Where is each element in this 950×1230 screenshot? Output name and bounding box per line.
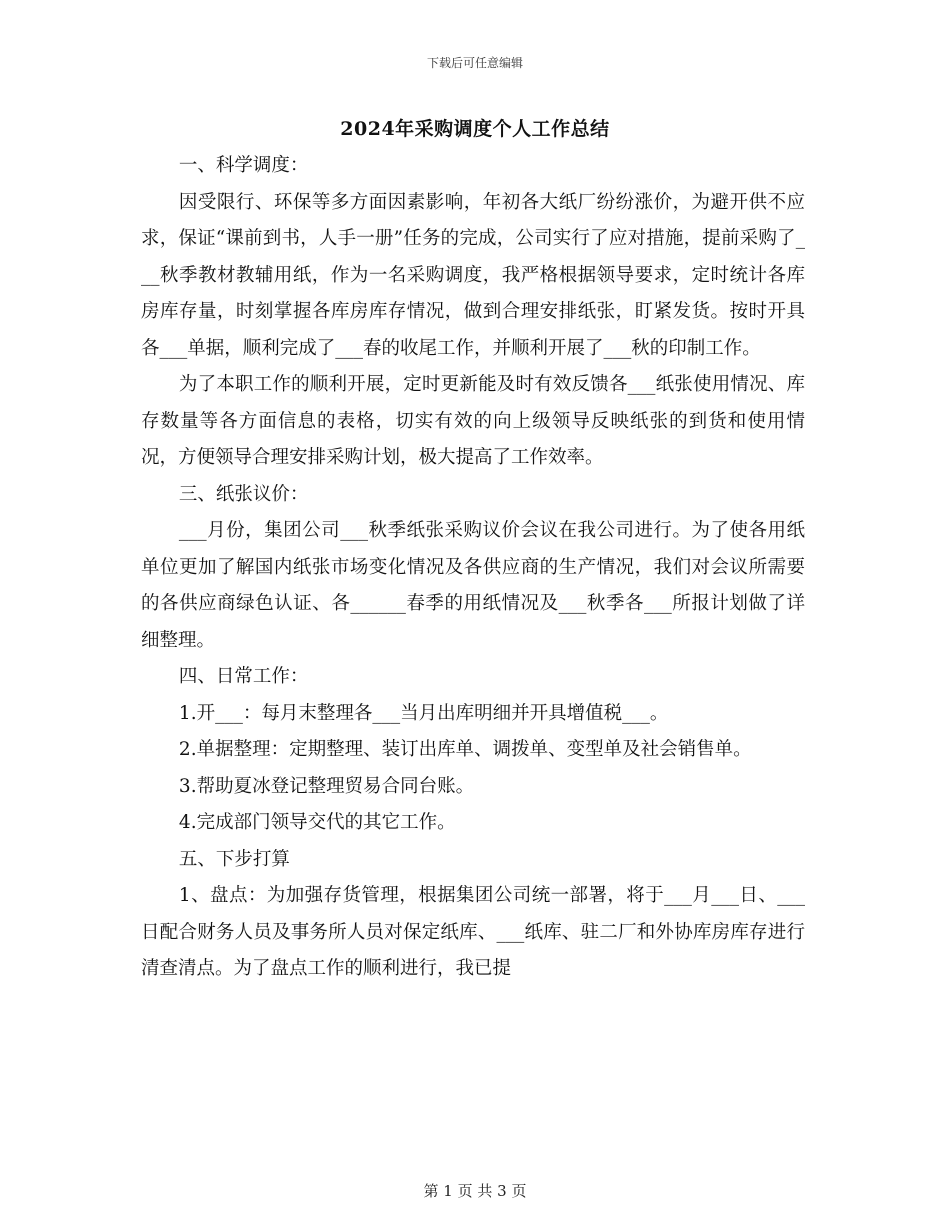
section-heading-1: 一、科学调度： — [178, 155, 309, 176]
paragraph: 因受限行、环保等多方面因素影响，年初各大纸厂纷纷涨价，为避开供不应求，保证“课前到书，人手一册”任务的完成，公司实行了应对措施，提前采购了___秋季教材教辅用纸，作为一名采购调度，我严格根据领导要求，定时统计各库房库存量，时刻掌握各库房库存情况，做到合理安排纸张，盯紧发货。按时开具各___单据，顺利完成了___春的收尾工作，并顺利开展了___秋的印制工作。 — [141, 191, 805, 359]
paragraph: ___月份，集团公司___秋季纸张采购议价会议在我公司进行。为了使各用纸单位更加了解国内纸张市场变化情况及各供应商的生产情况，我们对会议所需要的各供应商绿色认证、各______春季的用纸情况及___秋季各___所报计划做了详细整理。 — [141, 520, 805, 651]
page-number-footer: 第 1 页 共 3 页 — [423, 1182, 527, 1200]
section-heading-3: 三、纸张议价： — [178, 483, 309, 505]
list-item: 3.帮助夏冰登记整理贸易合同台账。 — [178, 775, 475, 797]
section-heading-5: 五、下步打算 — [178, 848, 290, 870]
document-body — [141, 148, 805, 988]
section-heading-4: 四、日常工作： — [178, 666, 309, 687]
paragraph: 为了本职工作的顺利开展，定时更新能及时有效反馈各___纸张使用情况、库存数量等各方面信息的表格，切实有效的向上级领导反映纸张的到货和使用情况，方便领导合理安排采购计划，极大提高了工作效率。 — [141, 374, 805, 468]
list-item: 4.完成部门领导交代的其它工作。 — [178, 812, 456, 833]
list-item: 1.开___：每月末整理各___当月出库明细并开具增值税___。 — [178, 702, 669, 724]
header-note: 下载后可任意编辑 — [426, 56, 523, 70]
document-title: 2024年采购调度个人工作总结 — [340, 118, 610, 140]
list-item: 2.单据整理：定期整理、装订出库单、调拨单、变型单及社会销售单。 — [178, 739, 752, 760]
list-item: 1、盘点：为加强存货管理，根据集团公司统一部署，将于___月___日、___日配合财务人员及事务所人员对保定纸库、___纸库、驻二厂和外协库房库存进行清查清点。为了盘点工作的顺利进行，我已提 — [141, 885, 805, 979]
